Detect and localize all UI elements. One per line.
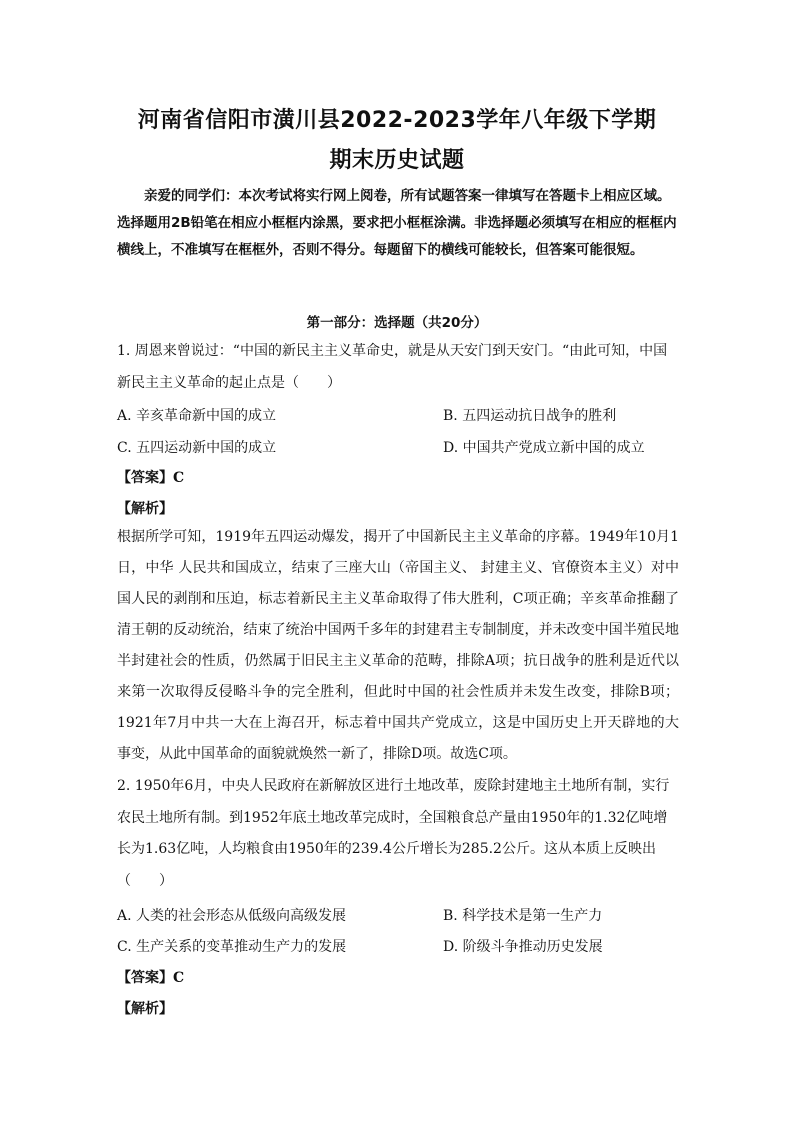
question-1-option-d: D. 中国共产党成立新中国的成立 bbox=[443, 440, 645, 456]
question-2-answer: 【答案】C bbox=[117, 970, 185, 986]
exam-title-line2: 期末历史试题 bbox=[329, 148, 465, 173]
question-2-stem: 2. 1950年6月，中央人民政府在新解放区进行土地改革，废除封建地主土地所有制，实行农民土地所有制。到1952年底土地改革完成时，全国粮食总产量由1950年的1.32亿吨增长为1.63亿吨，人均粮食由1950年的239.4公斤增长为285.2公斤。这从本质上反映出（ ） bbox=[117, 778, 670, 889]
question-2-option-a: A. 人类的社会形态从低级向高级发展 bbox=[117, 908, 347, 924]
question-1-stem: 1. 周恩来曾说过：“中国的新民主主义革命史，就是从天安门到天安门。“由此可知，中国新民主主义革命的起止点是（ ） bbox=[117, 343, 668, 391]
question-2-analysis-label: 【解析】 bbox=[117, 1001, 173, 1017]
section-heading: 第一部分：选择题（共20分） bbox=[306, 315, 488, 331]
exam-title-line1: 河南省信阳市潢川县2022-2023学年八年级下学期 bbox=[137, 108, 657, 133]
question-1-option-c: C. 五四运动新中国的成立 bbox=[117, 440, 277, 456]
question-1-option-a: A. 辛亥革命新中国的成立 bbox=[117, 408, 277, 424]
question-1-analysis-label: 【解析】 bbox=[117, 501, 173, 517]
question-1-option-b: B. 五四运动抗日战争的胜利 bbox=[443, 408, 617, 424]
exam-notice: 亲爱的同学们：本次考试将实行网上阅卷，所有试题答案一律填写在答题卡上相应区域。选择题用2B铅笔在相应小框框内涂黑，要求把小框框涂满。非选择题必须填写在相应的框框内横线上，不准填写在框框外，否则不得分。每题留下的横线可能较长，但答案可能很短。 bbox=[117, 188, 677, 258]
question-2-option-b: B. 科学技术是第一生产力 bbox=[443, 908, 603, 924]
question-1-analysis: 根据所学可知，1919年五四运动爆发，揭开了中国新民主主义革命的序幕。1949年10月1日，中华 人民共和国成立，结束了三座大山（帝国主义、 封建主义、官僚资本主义）对中国人民的剥削和压迫，标志着新民主主义革命取得了伟大胜利，C项正确；辛亥革命推翻了清王朝的反动统治，结束了统治中国两千多年的封建君主专制制度，并未改变中国半殖民地半封建社会的性质，仍然属于旧民主主义革命的范畴，排除A项；抗日战争的胜利是近代以来第一次取得反侵略斗争的完全胜利，但此时中国的社会性质并未发生改变，排除B项；1921年7月中共一大在上海召开，标志着中国共产党成立，这是中国历史上开天辟地的大事变，从此中国革命的面貌就焕然一新了，排除D项。故选C项。 bbox=[117, 529, 679, 762]
question-2-option-c: C. 生产关系的变革推动生产力的发展 bbox=[117, 939, 347, 955]
question-2-option-d: D. 阶级斗争推动历史发展 bbox=[443, 939, 603, 955]
question-1-answer: 【答案】C bbox=[117, 470, 185, 486]
